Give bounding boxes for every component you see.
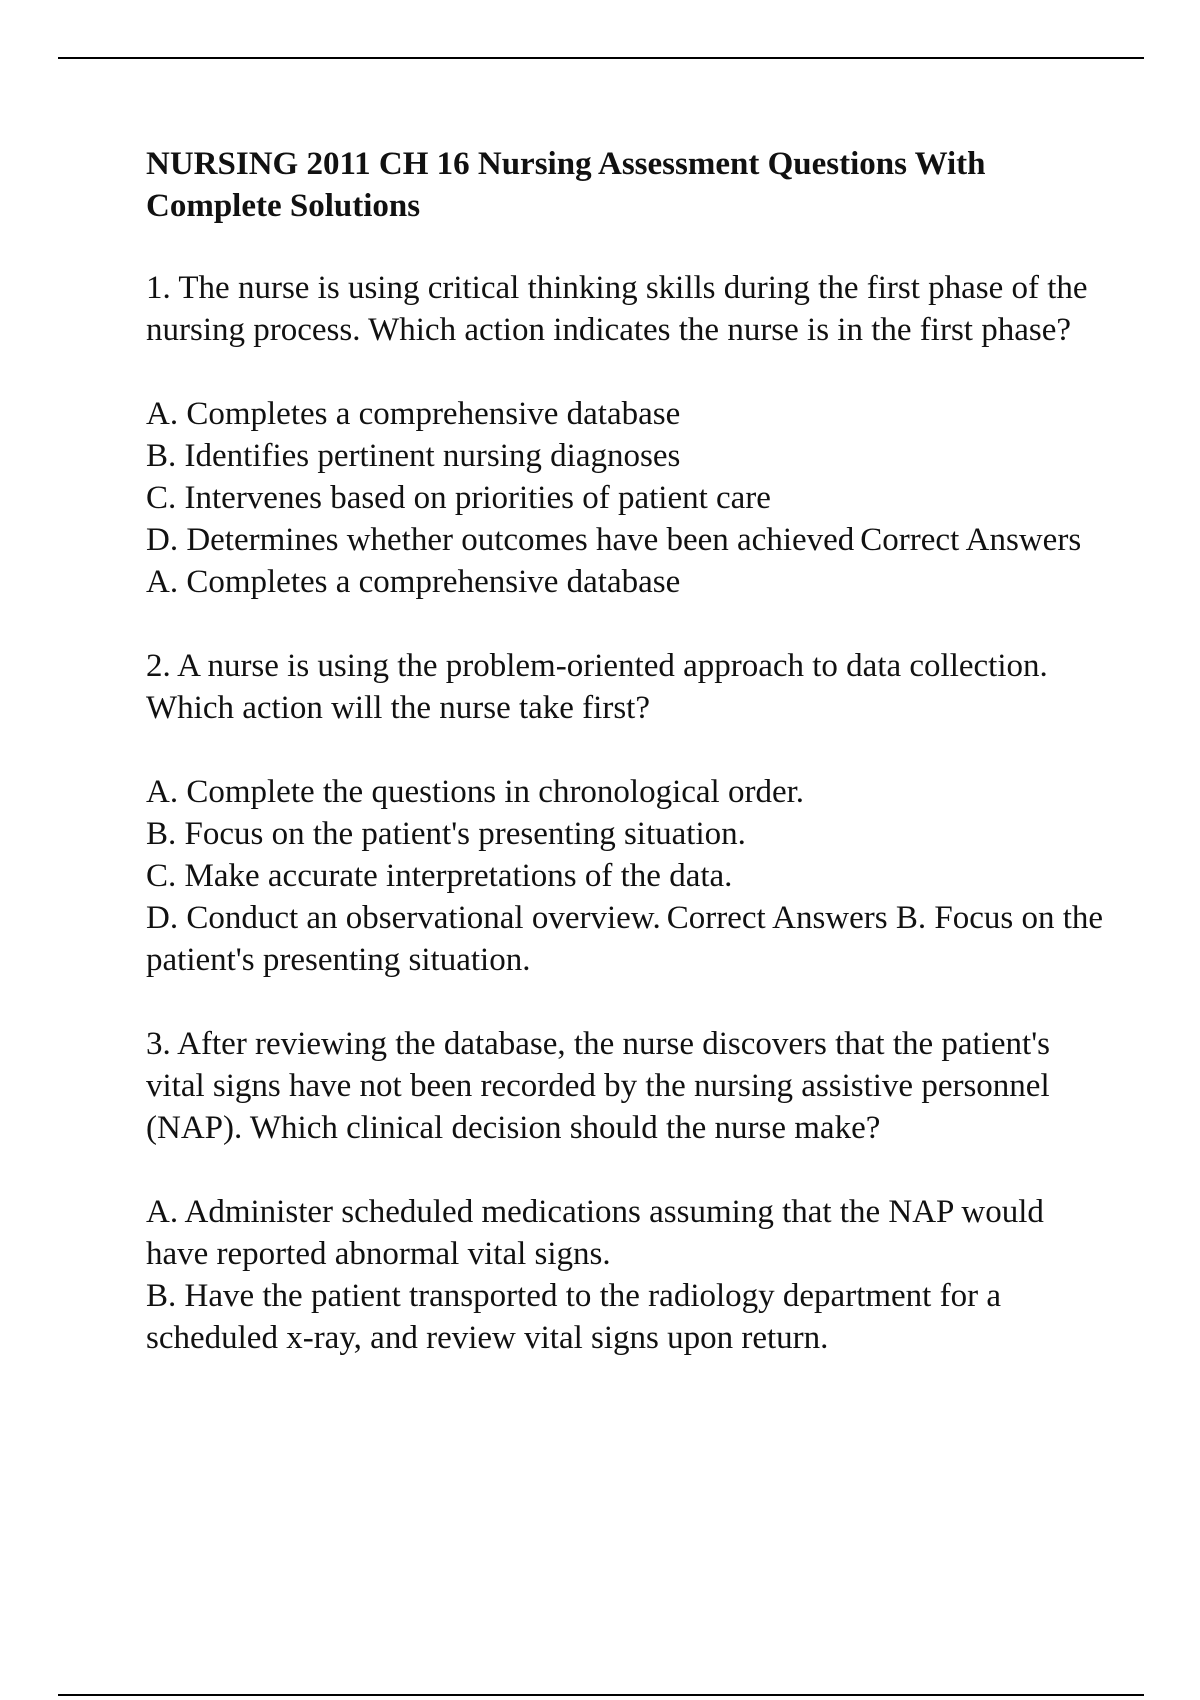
question-stem: 2. A nurse is using the problem-oriented approach to data collection. Which action will the nurse take first?: [146, 648, 1048, 726]
option-d: D. Conduct an observational overview.: [146, 900, 661, 936]
option-d: D. Determines whether outcomes have been achieved: [146, 522, 855, 558]
question-3: [146, 1023, 1106, 1359]
option-list: [146, 1191, 1106, 1359]
option-b: B. Identifies pertinent nursing diagnoses: [146, 438, 681, 474]
bottom-rule: [58, 1694, 1144, 1696]
option-a: A. Administer scheduled medications assuming that the NAP would have reported abnormal vital signs.: [146, 1194, 1044, 1272]
question-1: [146, 267, 1106, 603]
option-b: B. Focus on the patient's presenting situation.: [146, 816, 746, 852]
option-c: C. Intervenes based on priorities of patient care: [146, 480, 771, 516]
option-d-with-answer: [146, 519, 1106, 603]
question-stem: 1. The nurse is using critical thinking skills during the first phase of the nursing process. Which action indicates the nurse is in the first phase?: [146, 270, 1088, 348]
option-a: A. Complete the questions in chronological order.: [146, 774, 805, 810]
option-a: A. Completes a comprehensive database: [146, 396, 681, 432]
top-rule: [58, 57, 1144, 59]
question-2: [146, 645, 1106, 981]
option-d-with-answer: [146, 897, 1106, 981]
option-b: B. Have the patient transported to the radiology department for a scheduled x-ray, and review vital signs upon return.: [146, 1278, 1001, 1356]
option-list: [146, 771, 1106, 981]
correct-answer-label: Correct Answers: [666, 900, 888, 936]
option-list: [146, 393, 1106, 603]
document-body: [146, 143, 1106, 1401]
correct-answer: A. Completes a comprehensive database: [146, 564, 681, 600]
correct-answer-label: Correct Answers: [860, 522, 1082, 558]
question-stem: 3. After reviewing the database, the nurse discovers that the patient's vital signs have not been recorded by the nursing assistive personnel (NAP). Which clinical decision should the nurse make?: [146, 1026, 1050, 1146]
option-c: C. Make accurate interpretations of the data.: [146, 858, 733, 894]
document-title: NURSING 2011 CH 16 Nursing Assessment Questions With Complete Solutions: [146, 146, 986, 224]
correct-answer: B. Focus on the patient's presenting situation.: [146, 900, 1104, 978]
